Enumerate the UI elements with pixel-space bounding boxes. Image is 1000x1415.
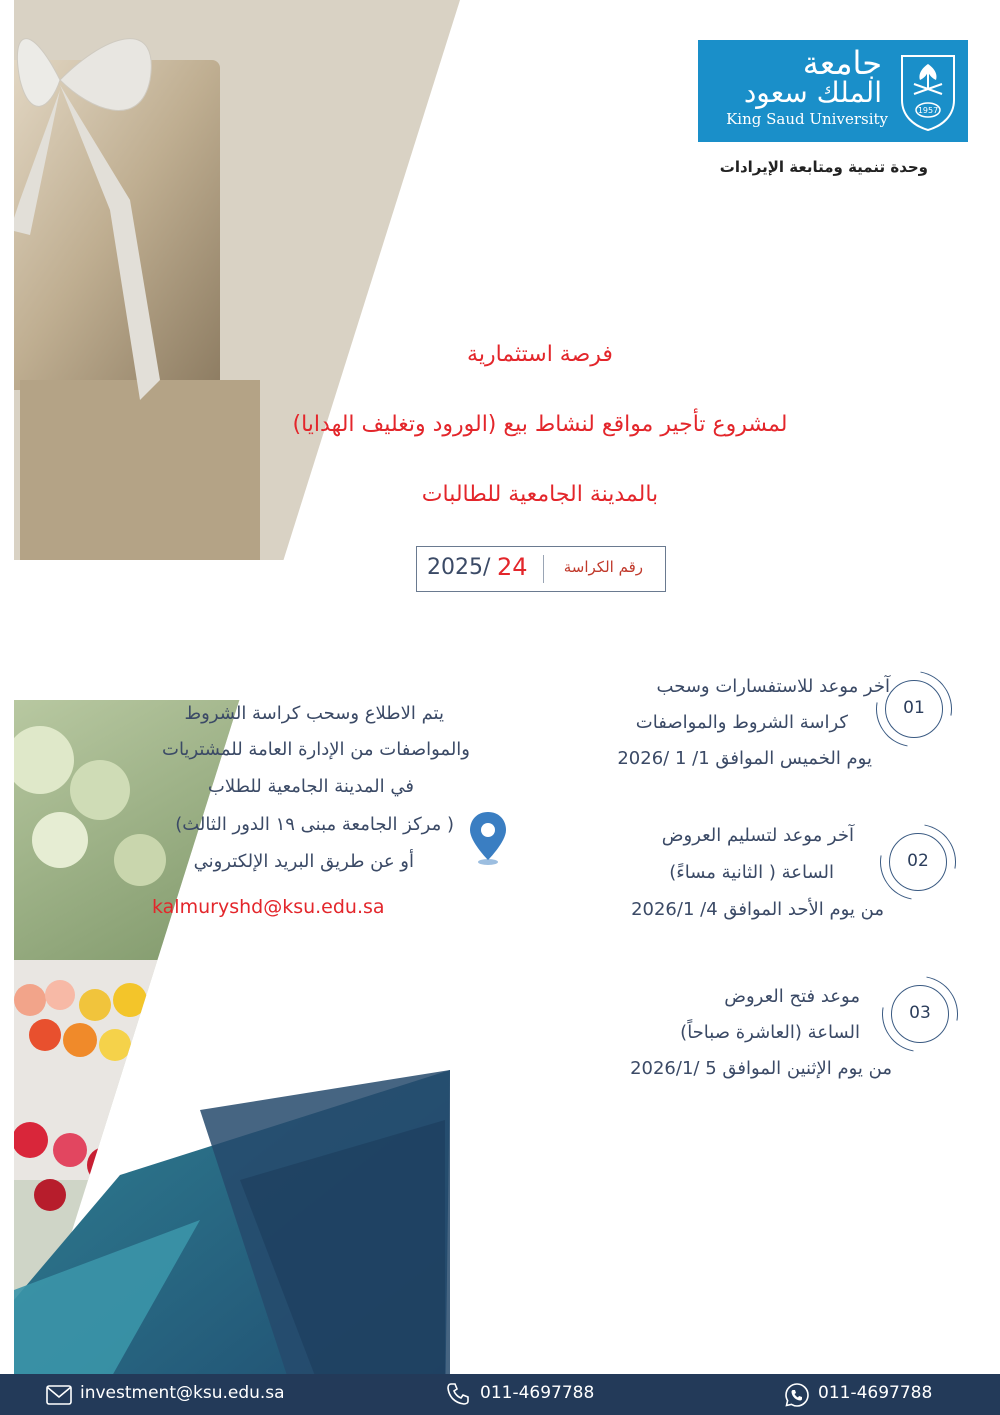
timeline-number: 01 (885, 680, 943, 738)
logo-arabic-line1: جامعة (802, 44, 882, 82)
contact-email-link[interactable]: kalmuryshd@ksu.edu.sa (152, 896, 385, 918)
mail-icon (46, 1384, 72, 1406)
timeline-3-line-3: من يوم الإثنين الموافق 5 /2026/1 (630, 1058, 892, 1079)
timeline-3-line-1: موعد فتح العروض (724, 986, 860, 1007)
university-emblem-icon (898, 50, 958, 132)
title-line-3: بالمدينة الجامعية للطالبات (421, 482, 659, 507)
timeline-3-line-2: الساعة (العاشرة صباحاً) (680, 1022, 860, 1043)
info-line-5: أو عن طريق البريد الإلكتروني (193, 851, 414, 872)
info-line-2: والمواصفات من الإدارة العامة للمشتريات (162, 739, 470, 760)
whatsapp-icon (784, 1382, 810, 1408)
title-line-2: لمشروع تأجير مواقع لنشاط بيع (الورود وتغليف الهدايا) (292, 412, 788, 437)
location-pin-icon (466, 810, 510, 866)
info-line-3: في المدينة الجامعية للطلاب (207, 776, 414, 797)
timeline-marker-02 (880, 824, 956, 900)
booklet-divider (543, 555, 544, 583)
logo-english-name: King Saud University (726, 110, 888, 128)
timeline-1-line-2: كراسة الشروط والمواصفات (635, 712, 848, 733)
timeline-marker-03 (882, 976, 958, 1052)
booklet-number: 24 (497, 553, 528, 581)
title-line-1: فرصة استثمارية (467, 342, 613, 367)
timeline-2-line-1: آخر موعد لتسليم العروض (661, 825, 854, 846)
timeline-2-line-3: من يوم الأحد الموافق 4/ 2026/1 (631, 899, 884, 920)
info-line-1: يتم الاطلاع وسحب كراسة الشروط (184, 703, 444, 724)
unit-name: وحدة تنمية ومتابعة الإيرادات (719, 158, 928, 176)
emblem-year: 1957 (917, 106, 939, 115)
booklet-number-box (416, 546, 666, 592)
logo-arabic-line2: الملك سعود (743, 76, 882, 109)
footer-whatsapp-link[interactable]: 011-4697788 (818, 1383, 933, 1403)
timeline-1-line-1: آخر موعد للاستفسارات وسحب (656, 676, 890, 697)
timeline-number: 02 (889, 833, 947, 891)
university-logo (698, 40, 968, 142)
footer-email-link[interactable]: investment@ksu.edu.sa (80, 1383, 285, 1403)
timeline-number: 03 (891, 985, 949, 1043)
footer-bar (0, 1374, 1000, 1415)
timeline-2-line-2: الساعة ( الثانية مساءً) (669, 862, 834, 883)
footer-phone-link[interactable]: 011-4697788 (480, 1383, 595, 1403)
timeline-1-line-3: يوم الخميس الموافق 1/ 1 /2026 (617, 748, 872, 769)
phone-icon (446, 1382, 470, 1406)
booklet-year: 2025/ (427, 555, 491, 580)
booklet-label: رقم الكراسة (563, 558, 643, 576)
info-line-4: ( مركز الجامعة مبنى ١٩ الدور الثالث) (175, 814, 454, 835)
